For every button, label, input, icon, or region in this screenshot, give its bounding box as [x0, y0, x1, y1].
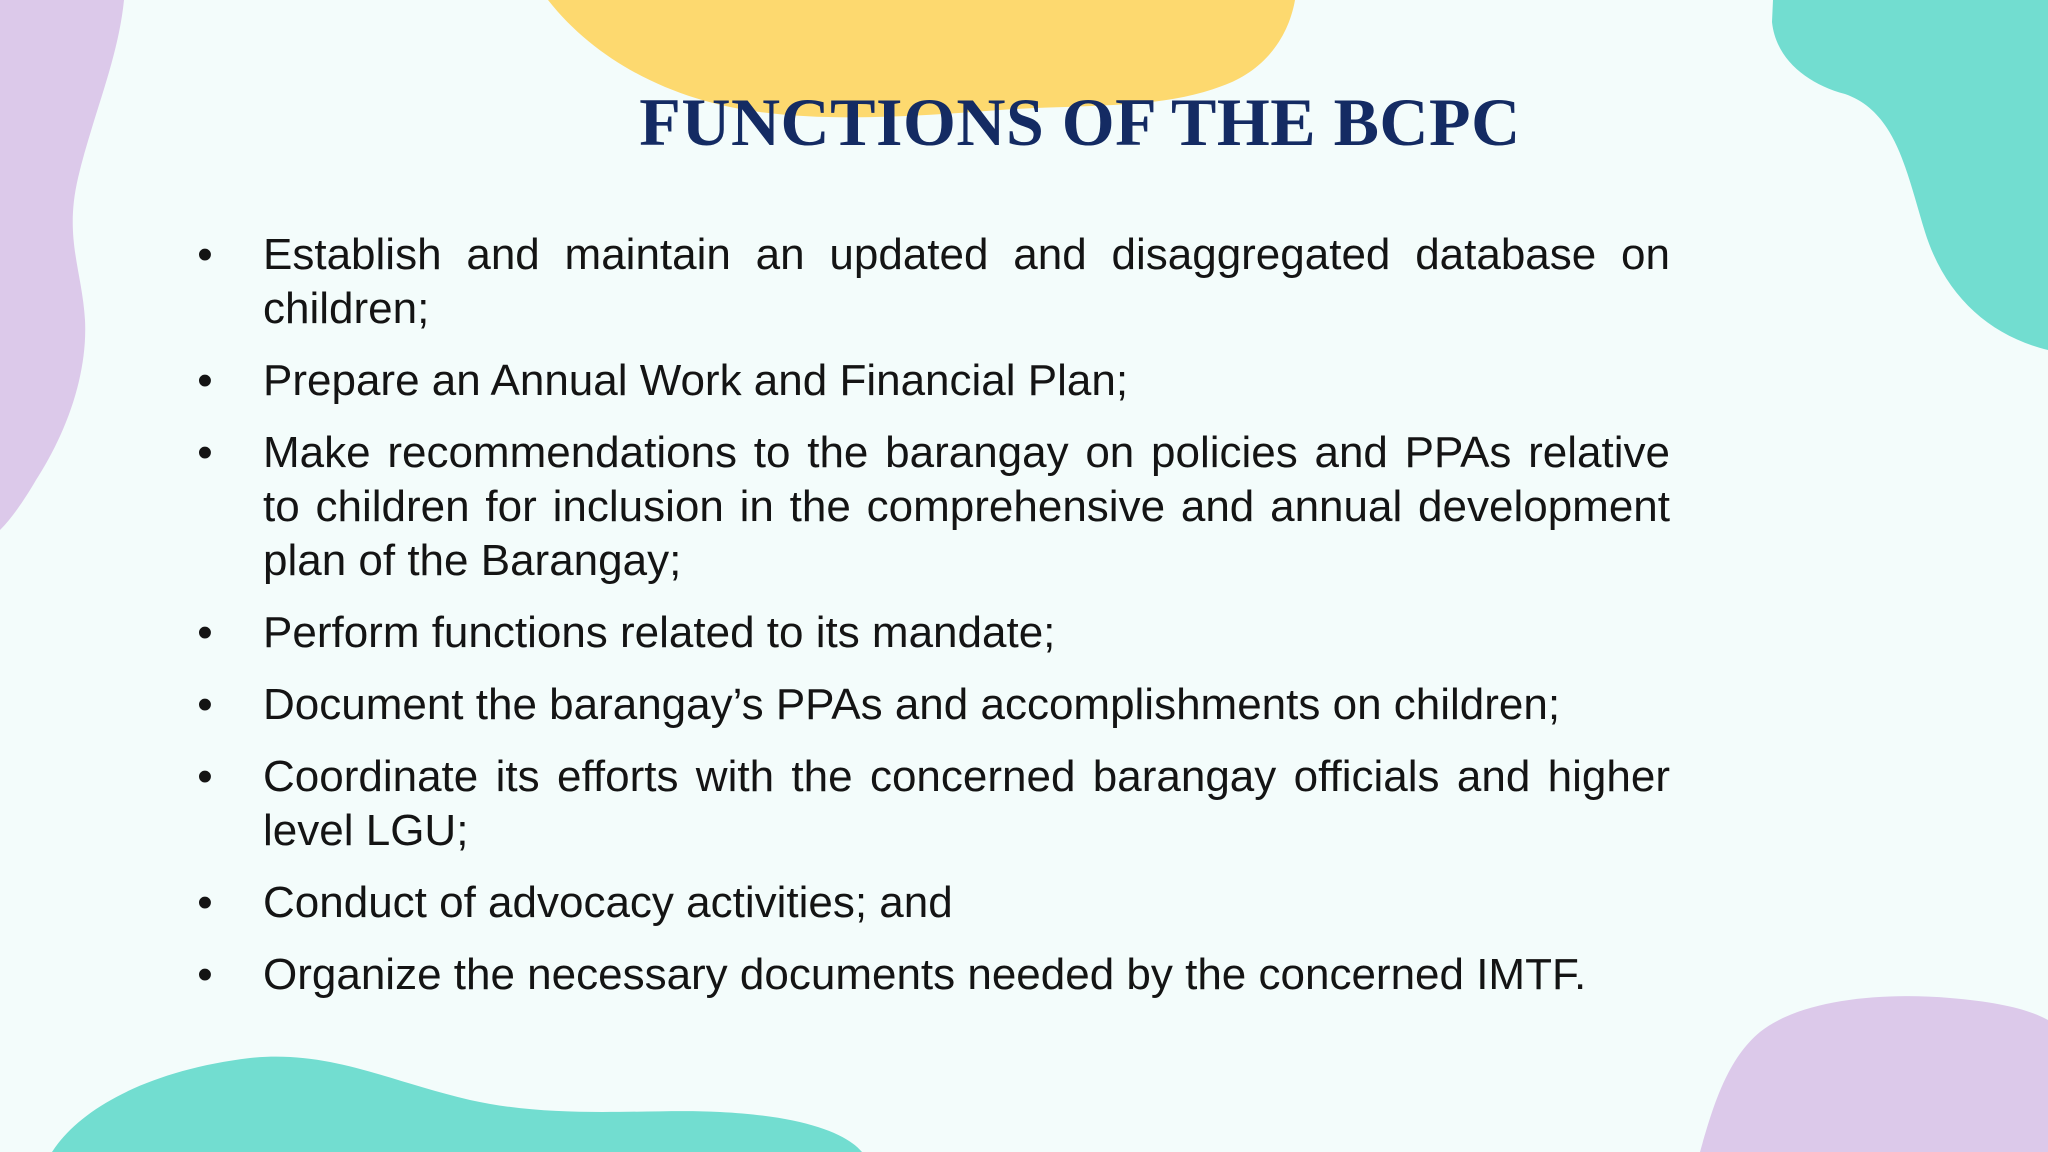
functions-list — [195, 228, 1670, 1002]
bullet-icon: • — [197, 752, 213, 801]
list-item-text: Conduct of advocacy activities; and — [263, 878, 953, 927]
list-item — [195, 948, 1670, 1002]
list-item-text: Perform functions related to its mandate; — [263, 608, 1056, 657]
bullet-icon: • — [197, 680, 213, 729]
list-item — [195, 228, 1670, 336]
list-item — [195, 354, 1670, 408]
list-item — [195, 678, 1670, 732]
list-item — [195, 750, 1670, 858]
list-item-text: Organize the necessary documents needed by the concerned IMTF. — [263, 950, 1587, 999]
list-item-text: Document the barangay’s PPAs and accomplishments on children; — [263, 680, 1561, 729]
list-item-text: Coordinate its efforts with the concerned barangay officials and higher level LGU; — [263, 752, 1670, 855]
lavender-blob-left — [0, 0, 124, 530]
teal-blob-bottom-left — [52, 1057, 862, 1152]
bullet-icon: • — [197, 428, 213, 477]
list-item — [195, 876, 1670, 930]
bullet-icon: • — [197, 608, 213, 657]
slide-title: FUNCTIONS OF THE BCPC — [639, 84, 1521, 160]
list-item-text: Make recommendations to the barangay on policies and PPAs relative to children for inclusion in the comprehensive and annual development plan of the Barangay; — [263, 428, 1670, 585]
bullet-icon: • — [197, 230, 213, 279]
teal-blob-top-right — [1772, 0, 2048, 350]
list-item-text: Prepare an Annual Work and Financial Plan; — [263, 356, 1129, 405]
lavender-blob-bottom-right — [1700, 996, 2048, 1152]
list-item — [195, 606, 1670, 660]
list-item-text: Establish and maintain an updated and disaggregated database on children; — [263, 230, 1670, 333]
bullet-icon: • — [197, 878, 213, 927]
bullet-icon: • — [197, 950, 213, 999]
bullet-icon: • — [197, 356, 213, 405]
list-item — [195, 426, 1670, 588]
